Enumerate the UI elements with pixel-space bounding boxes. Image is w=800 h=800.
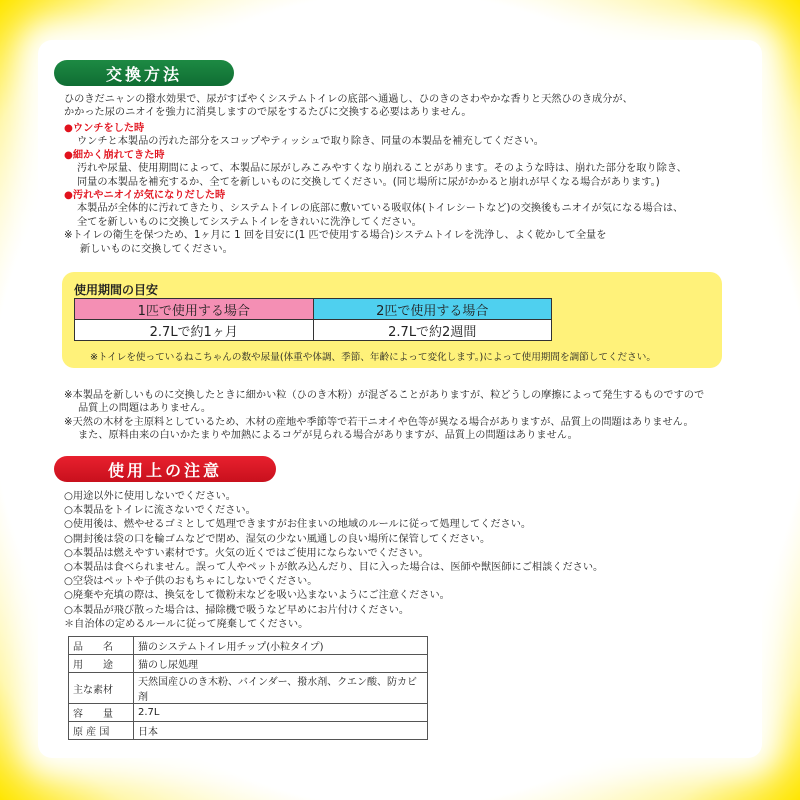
product-spec-table <box>68 636 428 740</box>
usage-header-one-cat: 1匹で使用する場合 <box>75 299 314 320</box>
spec-key: 原 産 国 <box>69 722 134 740</box>
caution-item: ○開封後は袋の口を輪ゴムなどで閉め、湿気の少ない風通しの良い場所に保管してください。 <box>64 533 491 545</box>
section-heading: ●汚れやニオイが気になりだした時 <box>64 190 226 202</box>
note-line: 品質上の問題はありません。 <box>78 403 212 415</box>
note-line: また、原料由来の白いかたまりや加熱によるコゲが見られる場合がありますが、品質上の問題はありません。 <box>78 430 578 442</box>
spec-row <box>69 722 428 740</box>
intro-line: ひのきだニャンの撥水効果で、尿がすばやくシステムトイレの底部へ通過し、ひのきのさわやかな香りと天然ひのき成分が、 <box>64 94 633 105</box>
caution-item: ＊自治体の定めるルールに従って廃棄してください。 <box>64 618 309 630</box>
exchange-note: 新しいものに交換してください。 <box>80 243 233 255</box>
caution-item: ○本製品が飛び散った場合は、掃除機で吸うなど早めにお片付けください。 <box>64 604 410 616</box>
caution-item: ○空袋はペットや子供のおもちゃにしないでください。 <box>64 576 318 588</box>
spec-key: 品 名 <box>69 637 134 655</box>
caution-item: ○使用後は、燃やせるゴミとして処理できますがお住まいの地域のルールに従って処理してください。 <box>64 519 532 531</box>
spec-key: 用 途 <box>69 655 134 673</box>
spec-row <box>69 704 428 722</box>
exchange-sections <box>64 122 687 256</box>
exchange-title: 交換方法 <box>54 60 234 86</box>
note-line: ※天然の木材を主原料としているため、木材の産地や季節等で若干ニオイや色等が異なる場合がありますが、品質上の問題はありません。 <box>64 416 694 428</box>
caution-item: ○廃棄や充填の際は、換気をして微粉末などを吸い込まないようにご注意ください。 <box>64 590 450 602</box>
caution-list <box>64 490 603 632</box>
spec-row <box>69 637 428 655</box>
spec-value: 2.7L <box>134 704 428 722</box>
section-heading: ●ウンチをした時 <box>64 123 145 134</box>
section-heading: ●細かく崩れてきた時 <box>64 149 165 161</box>
caution-item: ○本製品は食べられません。誤って人やペットが飲み込んだり、目に入った場合は、医師や獣医師にご相談ください。 <box>64 562 604 574</box>
intro-line: かかった尿のニオイを強力に消臭しますので尿をするたびに交換する必要はありません。 <box>64 107 472 119</box>
quality-notes <box>64 389 704 443</box>
caution-item: ○本製品は燃えやすい素材です。火気の近くではご使用にならないでください。 <box>64 547 429 559</box>
spec-key: 容 量 <box>69 704 134 722</box>
spec-value: 天然国産ひのき木粉、バインダー、撥水剤、クエン酸、防カビ剤 <box>134 673 428 704</box>
usage-period-note: ※トイレを使っているねこちゃんの数や尿量(体重や体調、季節、年齢によって変化します。)によって使用期間を調節してください。 <box>90 352 656 363</box>
section-body: 汚れや尿量、使用期間によって、本製品に尿がしみこみやすくなり崩れることがあります。そのような時は、崩れた部分を取り除き、 <box>77 163 687 175</box>
note-line: ※本製品を新しいものに交換したときに細かい粒（ひのき木粉）が混ざることがありますが、粒どうしの摩擦によって発生するものですので <box>64 390 705 401</box>
spec-value: 猫のし尿処理 <box>134 655 428 673</box>
caution-title: 使用上の注意 <box>54 456 276 482</box>
caution-item: ○本製品をトイレに流さないでください。 <box>64 505 256 517</box>
section-body: 同量の本製品を補充するか、全てを新しいものに交換してください。(同じ場所に尿がかかると崩れが早くなる場合があります。) <box>77 176 660 188</box>
usage-header-two-cats: 2匹で使用する場合 <box>313 299 552 320</box>
usage-value-one-cat: 2.7Lで約1ヶ月 <box>75 320 314 341</box>
caution-item: ○用途以外に使用しないでください。 <box>64 491 236 502</box>
spec-key: 主な素材 <box>69 673 134 704</box>
spec-value: 日本 <box>134 722 428 740</box>
usage-period-table <box>74 298 552 341</box>
section-body: 本製品が全体的に汚れてきたり、システムトイレの底部に敷いている吸収体(トイレシートなど)の交換後もニオイが気になる場合は、 <box>77 203 684 215</box>
spec-row <box>69 655 428 673</box>
section-body: 全てを新しいものに交換してシステムトイレをきれいに洗浄してください。 <box>77 216 422 228</box>
section-body: ウンチと本製品の汚れた部分をスコップやティッシュで取り除き、同量の本製品を補充してください。 <box>77 136 544 148</box>
usage-period-title: 使用期間の目安 <box>74 283 159 297</box>
spec-row <box>69 673 428 704</box>
exchange-intro <box>64 93 633 120</box>
usage-value-two-cats: 2.7Lで約2週間 <box>313 320 552 341</box>
spec-value: 猫のシステムトイレ用チップ(小粒タイプ) <box>134 637 428 655</box>
exchange-note: ※トイレの衛生を保つため、1ヶ月に 1 回を目安に(1 匹で使用する場合)システムトイレを洗浄し、よく乾かして全量を <box>64 230 607 242</box>
